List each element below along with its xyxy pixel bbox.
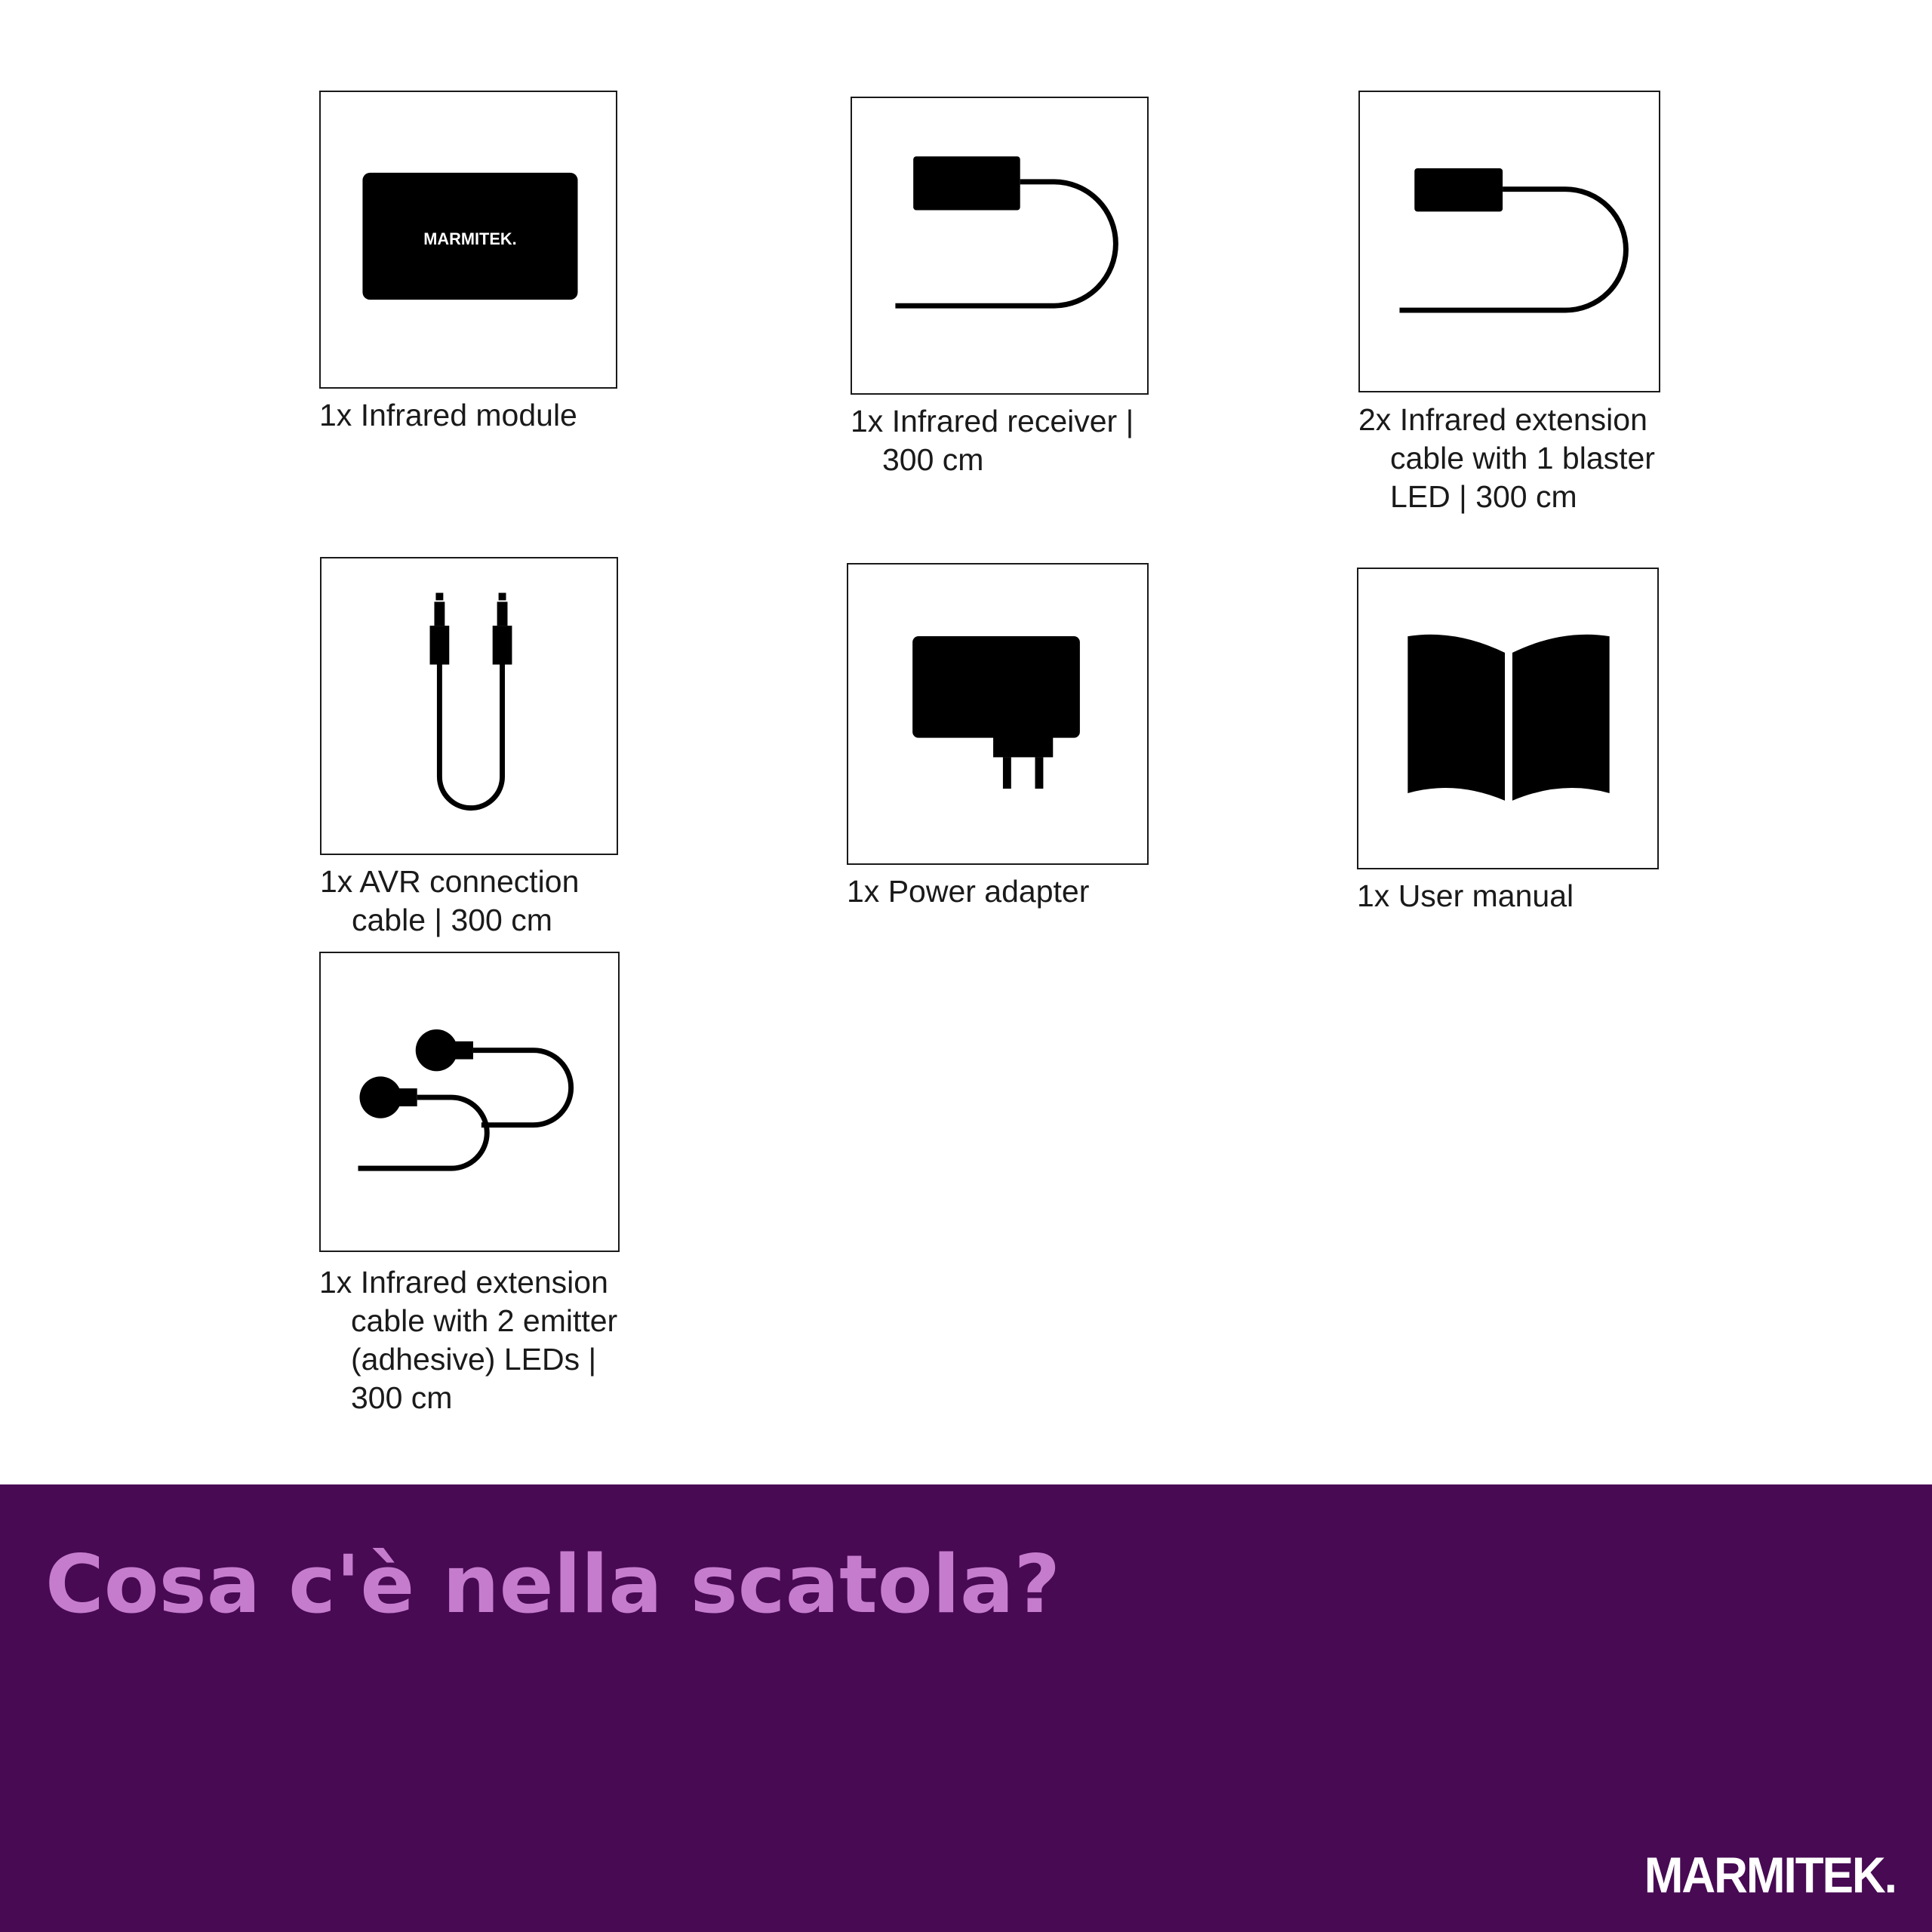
headline: Cosa c'è nella scatola? (45, 1538, 1060, 1631)
user-manual-icon (1357, 568, 1659, 869)
caption-infrared-module: 1x Infrared module (319, 398, 577, 432)
caption-infrared-receiver: 1x Infrared receiver | 300 cm (851, 404, 1134, 477)
caption-user-manual: 1x User manual (1357, 878, 1574, 913)
caption-power-adapter: 1x Power adapter (847, 874, 1090, 909)
caption-blaster-cable: 2x Infrared extension cable with 1 blaster LED | 300 cm (1358, 402, 1655, 514)
caption-avr-cable: 1x AVR connection cable | 300 cm (320, 864, 580, 937)
caption-emitter-cable: 1x Infrared extension cable with 2 emitter (adhesive) LEDs | 300 cm (319, 1265, 618, 1415)
power-adapter-icon (847, 563, 1149, 865)
blaster-cable-icon (1358, 91, 1660, 392)
infrared-module-icon (319, 91, 617, 389)
module-logo-text: MARMITEK. (423, 229, 517, 248)
brand-logo: MARMITEK. (1644, 1847, 1896, 1904)
emitter-cable-icon (319, 952, 620, 1252)
infrared-receiver-icon (851, 97, 1149, 395)
avr-cable-icon (320, 557, 618, 855)
